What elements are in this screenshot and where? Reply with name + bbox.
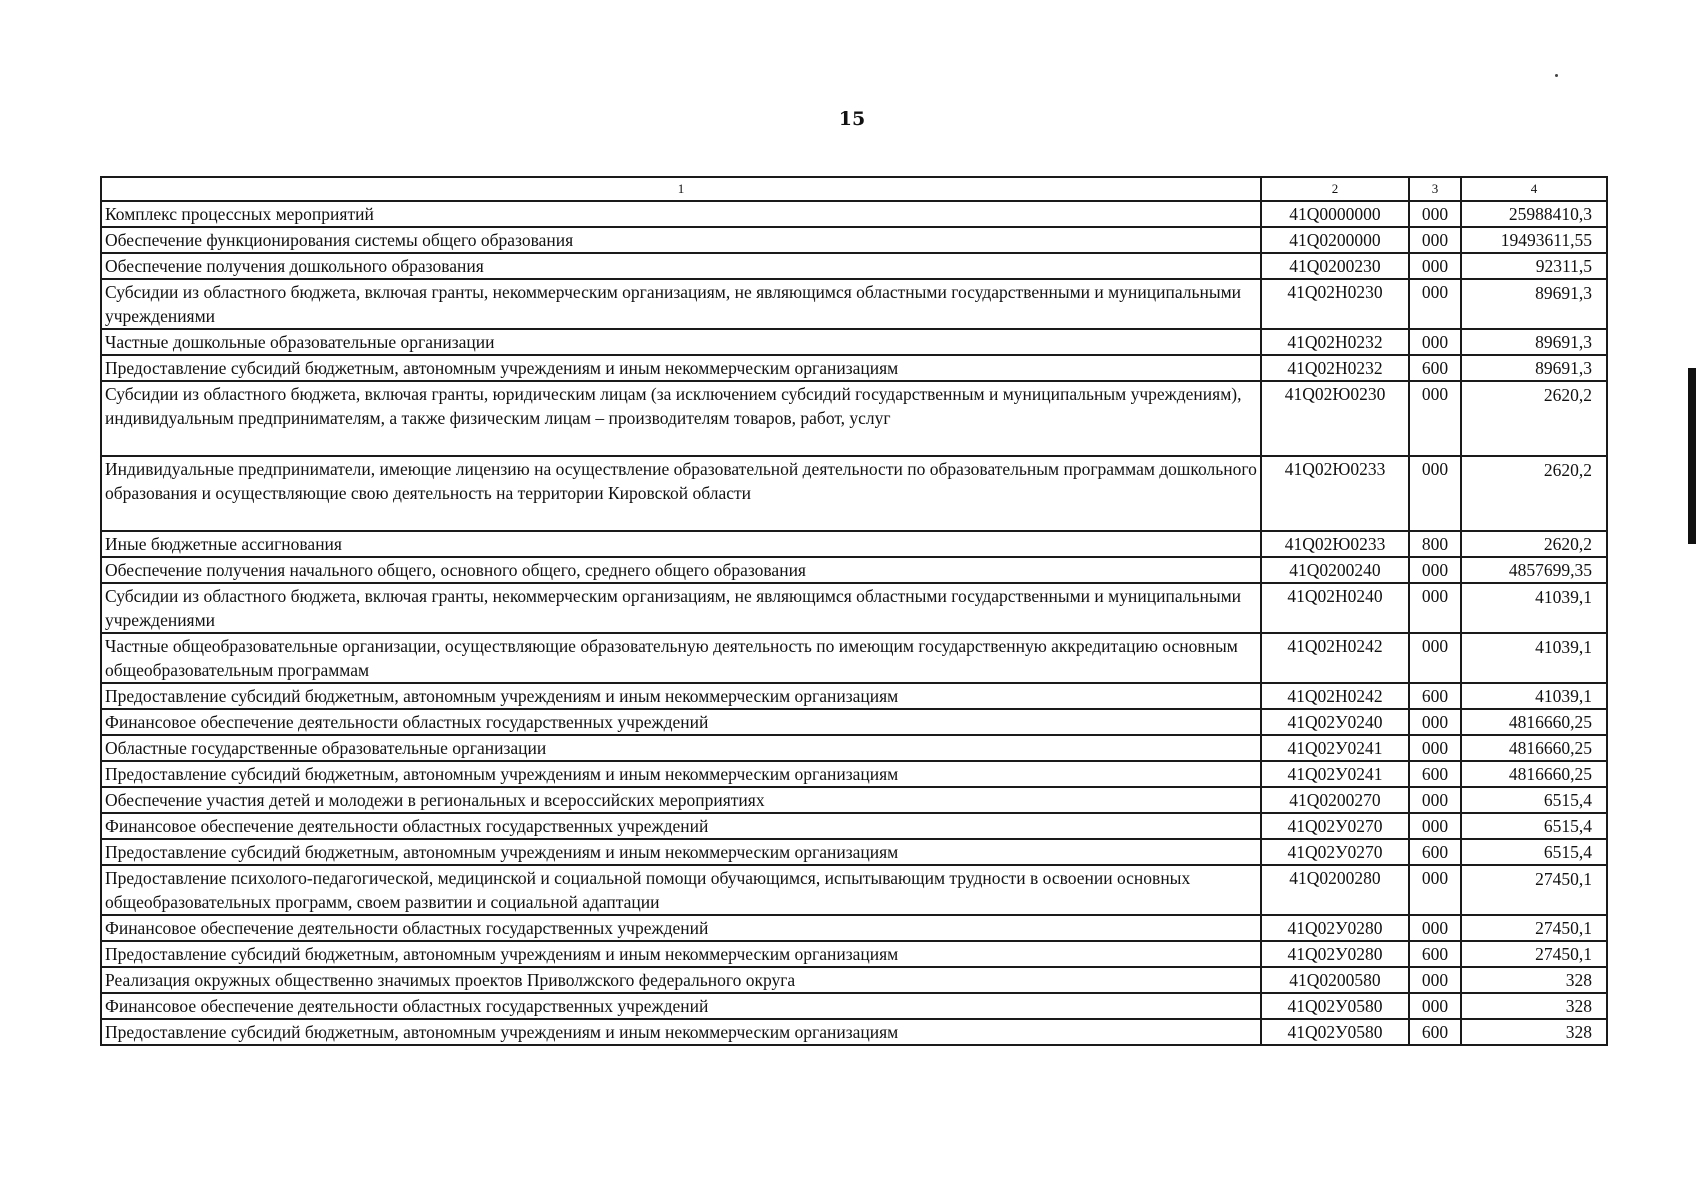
row-amount-cell: 328 [1461,993,1607,1019]
row-code-cell: 41Q0200270 [1261,787,1409,813]
column-header-2: 2 [1261,177,1409,201]
row-type-cell: 000 [1409,557,1461,583]
row-type-cell: 000 [1409,709,1461,735]
table-row [101,761,1607,787]
row-code-cell: 41Q02У0270 [1261,813,1409,839]
row-type-cell: 000 [1409,329,1461,355]
row-name-cell: Финансовое обеспечение деятельности областных государственных учреждений [101,915,1261,941]
row-code-cell: 41Q02Ю0233 [1261,456,1409,531]
row-amount-cell: 27450,1 [1461,941,1607,967]
row-code-cell: 41Q0200000 [1261,227,1409,253]
row-name-cell: Субсидии из областного бюджета, включая гранты, некоммерческим организациям, не являющимся областными государственными и муниципальными учреждениями [101,583,1261,633]
row-name-cell: Частные дошкольные образовательные организации [101,329,1261,355]
row-name-cell: Обеспечение функционирования системы общего образования [101,227,1261,253]
row-code-cell: 41Q02У0580 [1261,1019,1409,1045]
row-amount-cell: 27450,1 [1461,915,1607,941]
table-row [101,787,1607,813]
row-amount-cell: 328 [1461,967,1607,993]
row-name-cell: Индивидуальные предприниматели, имеющие лицензию на осуществление образовательной деятельности по образовательным программам дошкольного образования и осуществляющие свою деятельность на территории Кировской области [101,456,1261,531]
row-name-cell: Предоставление субсидий бюджетным, автономным учреждениям и иным некоммерческим организациям [101,761,1261,787]
row-code-cell: 41Q0200230 [1261,253,1409,279]
row-type-cell: 600 [1409,1019,1461,1045]
row-type-cell: 600 [1409,941,1461,967]
row-type-cell: 000 [1409,967,1461,993]
row-amount-cell: 25988410,3 [1461,201,1607,227]
row-type-cell: 000 [1409,381,1461,456]
row-amount-cell: 2620,2 [1461,531,1607,557]
row-name-cell: Обеспечение получения начального общего, основного общего, среднего общего образования [101,557,1261,583]
row-amount-cell: 4857699,35 [1461,557,1607,583]
row-amount-cell: 328 [1461,1019,1607,1045]
row-name-cell: Обеспечение получения дошкольного образования [101,253,1261,279]
row-amount-cell: 41039,1 [1461,633,1607,683]
row-code-cell: 41Q02H0242 [1261,683,1409,709]
table-row [101,329,1607,355]
table-row [101,813,1607,839]
page-number: 15 [838,108,866,130]
table-row [101,683,1607,709]
row-amount-cell: 89691,3 [1461,279,1607,329]
row-type-cell: 000 [1409,253,1461,279]
row-amount-cell: 2620,2 [1461,456,1607,531]
row-amount-cell: 6515,4 [1461,813,1607,839]
row-type-cell: 000 [1409,201,1461,227]
row-name-cell: Субсидии из областного бюджета, включая гранты, юридическим лицам (за исключением субсидий государственным и муниципальным учреждениям), индивидуальным предпринимателям, а также физическим лицам – производителям товаров, работ, услуг [101,381,1261,456]
row-type-cell: 000 [1409,787,1461,813]
row-name-cell: Обеспечение участия детей и молодежи в региональных и всероссийских мероприятиях [101,787,1261,813]
row-code-cell: 41Q0200240 [1261,557,1409,583]
row-type-cell: 000 [1409,227,1461,253]
row-code-cell: 41Q02Ю0230 [1261,381,1409,456]
column-header-3: 3 [1409,177,1461,201]
row-name-cell: Предоставление субсидий бюджетным, автономным учреждениям и иным некоммерческим организациям [101,683,1261,709]
row-name-cell: Реализация окружных общественно значимых проектов Приволжского федерального округа [101,967,1261,993]
row-name-cell: Финансовое обеспечение деятельности областных государственных учреждений [101,709,1261,735]
table-row [101,355,1607,381]
table-row [101,531,1607,557]
scan-speck [1555,74,1558,77]
row-amount-cell: 41039,1 [1461,583,1607,633]
row-type-cell: 600 [1409,839,1461,865]
row-code-cell: 41Q02У0280 [1261,941,1409,967]
table-row [101,227,1607,253]
table-row [101,735,1607,761]
row-type-cell: 000 [1409,633,1461,683]
row-amount-cell: 89691,3 [1461,355,1607,381]
table-header-row [101,177,1607,201]
row-code-cell: 41Q02У0280 [1261,915,1409,941]
table-row [101,915,1607,941]
row-name-cell: Предоставление субсидий бюджетным, автономным учреждениям и иным некоммерческим организациям [101,941,1261,967]
row-type-cell: 800 [1409,531,1461,557]
row-amount-cell: 6515,4 [1461,787,1607,813]
row-code-cell: 41Q02У0240 [1261,709,1409,735]
row-name-cell: Предоставление субсидий бюджетным, автономным учреждениям и иным некоммерческим организациям [101,839,1261,865]
table-row [101,865,1607,915]
row-type-cell: 600 [1409,683,1461,709]
row-code-cell: 41Q02Ю0233 [1261,531,1409,557]
table-row [101,456,1607,531]
table-row [101,279,1607,329]
table-row [101,839,1607,865]
table-row [101,993,1607,1019]
row-code-cell: 41Q02H0232 [1261,329,1409,355]
row-type-cell: 000 [1409,865,1461,915]
row-amount-cell: 92311,5 [1461,253,1607,279]
row-code-cell: 41Q0200280 [1261,865,1409,915]
row-type-cell: 000 [1409,583,1461,633]
row-type-cell: 000 [1409,735,1461,761]
row-name-cell: Иные бюджетные ассигнования [101,531,1261,557]
row-code-cell: 41Q02У0241 [1261,761,1409,787]
row-type-cell: 000 [1409,279,1461,329]
row-amount-cell: 4816660,25 [1461,761,1607,787]
row-name-cell: Областные государственные образовательные организации [101,735,1261,761]
row-amount-cell: 6515,4 [1461,839,1607,865]
budget-table [100,176,1608,1046]
row-type-cell: 000 [1409,813,1461,839]
row-name-cell: Предоставление субсидий бюджетным, автономным учреждениям и иным некоммерческим организациям [101,1019,1261,1045]
row-type-cell: 600 [1409,355,1461,381]
row-name-cell: Частные общеобразовательные организации, осуществляющие образовательную деятельность по имеющим государственную аккредитацию основным общеобразовательным программам [101,633,1261,683]
table-row [101,201,1607,227]
row-type-cell: 000 [1409,915,1461,941]
table-row [101,1019,1607,1045]
column-header-1: 1 [101,177,1261,201]
column-header-4: 4 [1461,177,1607,201]
row-amount-cell: 19493611,55 [1461,227,1607,253]
row-code-cell: 41Q02H0230 [1261,279,1409,329]
table-row [101,253,1607,279]
table-row [101,583,1607,633]
row-name-cell: Субсидии из областного бюджета, включая гранты, некоммерческим организациям, не являющимся областными государственными и муниципальными учреждениями [101,279,1261,329]
scan-edge-mark [1688,368,1696,544]
row-code-cell: 41Q02У0270 [1261,839,1409,865]
table-row [101,709,1607,735]
table-row [101,381,1607,456]
row-type-cell: 000 [1409,993,1461,1019]
row-name-cell: Финансовое обеспечение деятельности областных государственных учреждений [101,993,1261,1019]
table-row [101,633,1607,683]
row-amount-cell: 27450,1 [1461,865,1607,915]
row-name-cell: Комплекс процессных мероприятий [101,201,1261,227]
row-type-cell: 600 [1409,761,1461,787]
row-code-cell: 41Q0000000 [1261,201,1409,227]
row-amount-cell: 41039,1 [1461,683,1607,709]
row-name-cell: Предоставление психолого-педагогической, медицинской и социальной помощи обучающимся, испытывающим трудности в освоении основных общеобразовательных программ, своем развитии и социальной адаптации [101,865,1261,915]
row-type-cell: 000 [1409,456,1461,531]
row-code-cell: 41Q0200580 [1261,967,1409,993]
row-amount-cell: 2620,2 [1461,381,1607,456]
row-amount-cell: 89691,3 [1461,329,1607,355]
row-name-cell: Предоставление субсидий бюджетным, автономным учреждениям и иным некоммерческим организациям [101,355,1261,381]
table-row [101,967,1607,993]
row-code-cell: 41Q02H0232 [1261,355,1409,381]
row-code-cell: 41Q02H0242 [1261,633,1409,683]
row-code-cell: 41Q02У0580 [1261,993,1409,1019]
row-amount-cell: 4816660,25 [1461,709,1607,735]
row-code-cell: 41Q02H0240 [1261,583,1409,633]
row-name-cell: Финансовое обеспечение деятельности областных государственных учреждений [101,813,1261,839]
table-row [101,557,1607,583]
table-row [101,941,1607,967]
row-amount-cell: 4816660,25 [1461,735,1607,761]
row-code-cell: 41Q02У0241 [1261,735,1409,761]
